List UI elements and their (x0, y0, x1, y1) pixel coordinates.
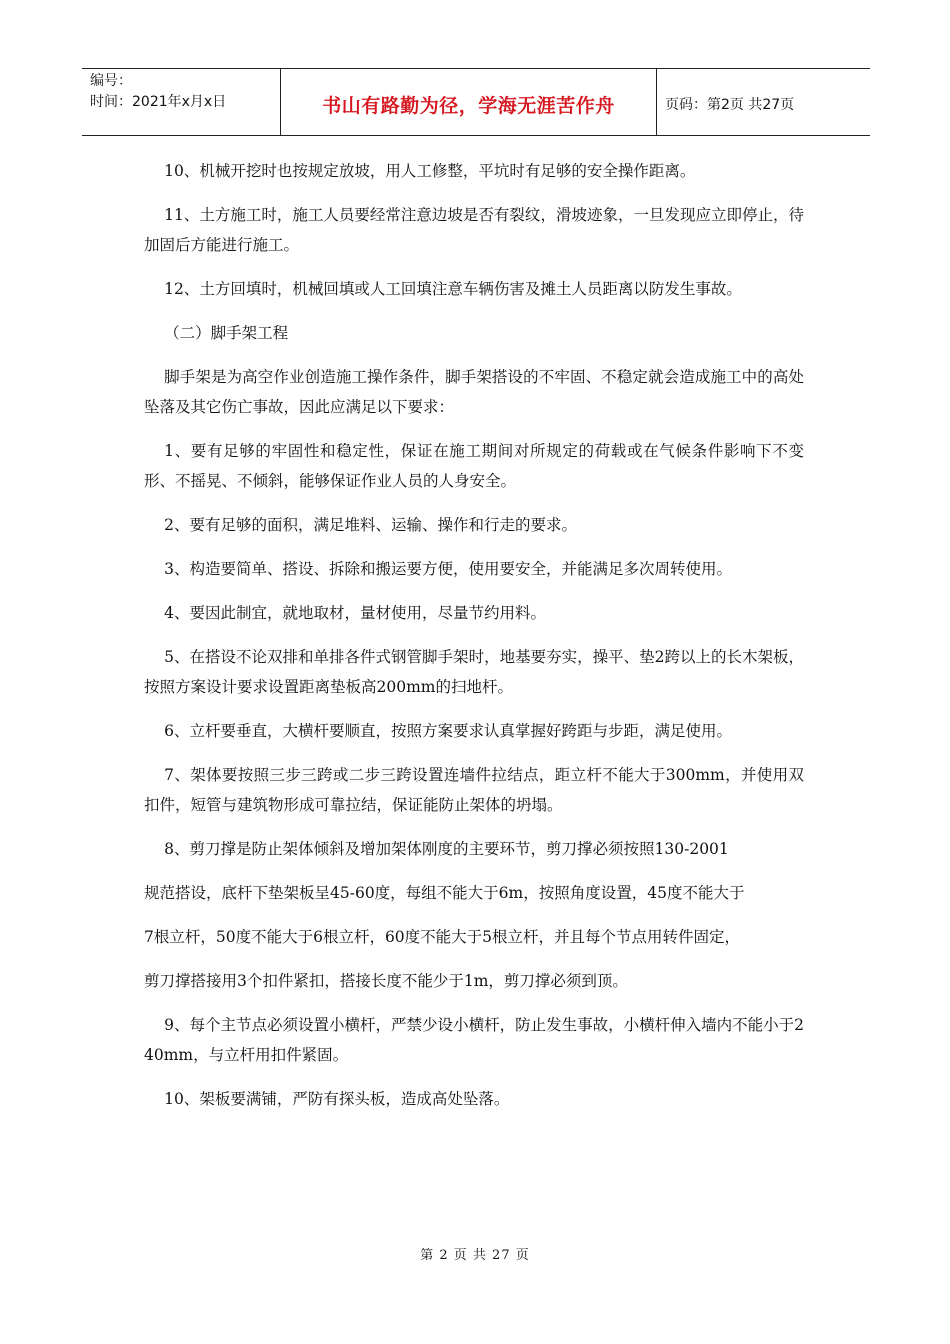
document-date-label: 时间：2021年x月x日 (90, 94, 227, 110)
list-item: 10、架板要满铺，严防有探头板，造成高处坠落。 (164, 1090, 510, 1108)
paragraph: 脚手架是为高空作业创造施工操作条件，脚手架搭设的不牢固、不稳定就会造成施工中的高处坠落及其它伤亡事故，因此应满足以下要求： (144, 368, 804, 416)
paragraph: 10、机械开挖时也按规定放坡，用人工修整，平坑时有足够的安全操作距离。 (164, 162, 696, 180)
document-number-label: 编号： (90, 73, 132, 89)
header-page-number: 页码：第2页 共27页 (665, 97, 795, 113)
list-item: 1、要有足够的牢固性和稳定性，保证在施工期间对所规定的荷载或在气候条件影响下不变形、不摇晃、不倾斜，能够保证作业人员的人身安全。 (144, 442, 804, 490)
page-footer: 第 2 页 共 27 页 (420, 1248, 530, 1263)
paragraph: 11、土方施工时，施工人员要经常注意边坡是否有裂纹，滑坡迹象，一旦发现应立即停止，待加固后方能进行施工。 (144, 206, 804, 254)
paragraph-continuation: 规范搭设，底杆下垫架板呈45-60度，每组不能大于6m，按照角度设置，45度不能大于 (144, 884, 745, 902)
list-item: 7、架体要按照三步三跨或二步三跨设置连墙件拉结点，距立杆不能大于300mm，并使用双扣件，短管与建筑物形成可靠拉结，保证能防止架体的坍塌。 (144, 766, 804, 814)
header-meta-cell (82, 69, 281, 135)
list-item: 5、在搭设不论双排和单排各件式钢管脚手架时，地基要夯实，操平、垫2跨以上的长木架板，按照方案设计要求设置距离垫板高200mm的扫地杆。 (144, 648, 804, 696)
list-item: 8、剪刀撑是防止架体倾斜及增加架体刚度的主要环节，剪刀撑必须按照130-2001 (164, 840, 729, 858)
document-header (82, 68, 870, 136)
header-motto: 书山有路勤为径，学海无涯苦作舟 (281, 69, 657, 135)
list-item: 4、要因此制宜，就地取材，量材使用，尽量节约用料。 (164, 604, 547, 622)
list-item: 6、立杆要垂直，大横杆要顺直，按照方案要求认真掌握好跨距与步距，满足使用。 (164, 722, 733, 740)
list-item: 9、每个主节点必须设置小横杆，严禁少设小横杆，防止发生事故，小横杆伸入墙内不能小于240mm，与立杆用扣件紧固。 (144, 1016, 804, 1064)
list-item: 3、构造要简单、搭设、拆除和搬运要方便，使用要安全，并能满足多次周转使用。 (164, 560, 733, 578)
paragraph: 12、土方回填时，机械回填或人工回填注意车辆伤害及摊土人员距离以防发生事故。 (164, 280, 742, 298)
list-item: 2、要有足够的面积，满足堆料、运输、操作和行走的要求。 (164, 516, 578, 534)
document-body (144, 156, 804, 1128)
paragraph-continuation: 剪刀撑搭接用3个扣件紧扣，搭接长度不能少于1m，剪刀撑必须到顶。 (144, 972, 628, 990)
paragraph-continuation: 7根立杆，50度不能大于6根立杆，60度不能大于5根立杆，并且每个节点用转件固定， (144, 928, 741, 946)
section-heading: （二）脚手架工程 (164, 324, 289, 342)
